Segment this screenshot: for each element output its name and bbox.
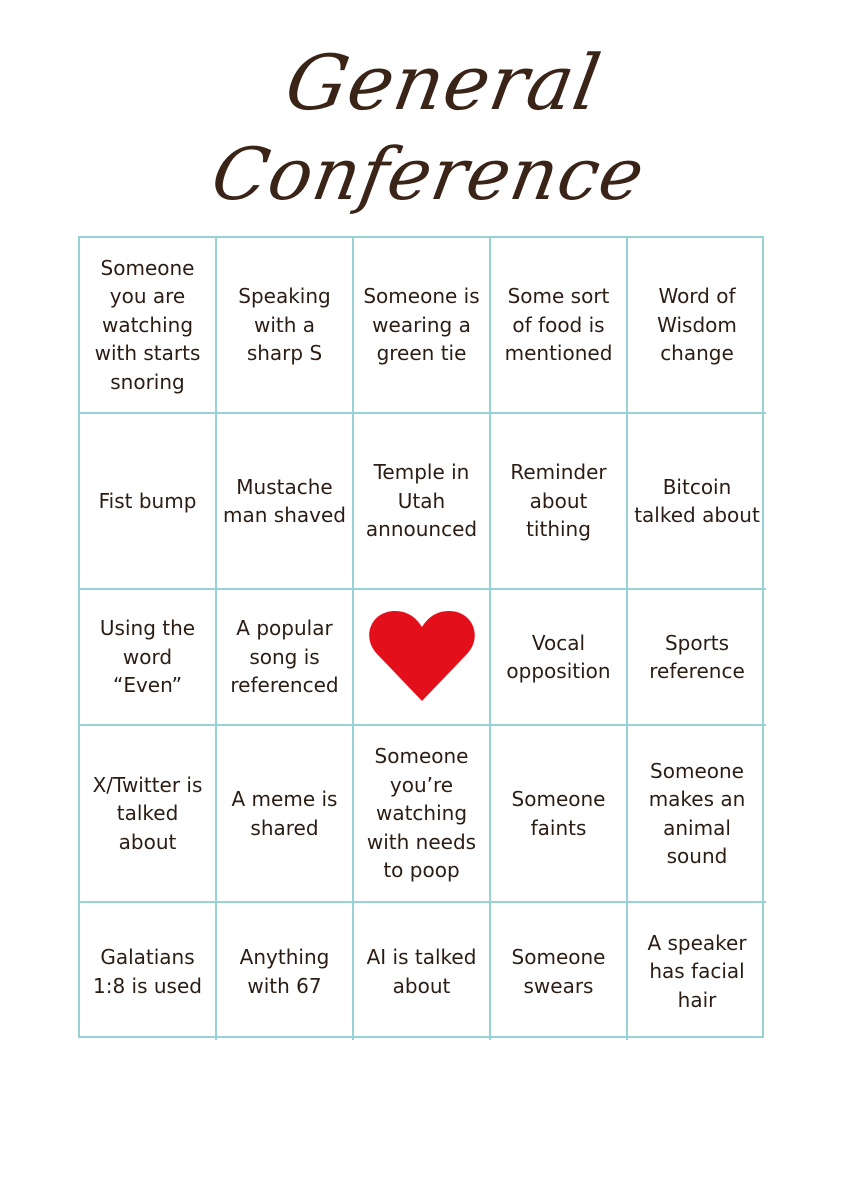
bingo-cell[interactable] <box>491 726 628 903</box>
cell-text: Using the word “Even” <box>99 616 196 698</box>
bingo-cell[interactable] <box>217 590 354 726</box>
page-title <box>0 30 857 230</box>
heart-icon <box>367 609 477 705</box>
title-line-1: General <box>279 38 608 127</box>
cell-text: Anything with 67 <box>239 945 330 998</box>
bingo-cell[interactable] <box>354 726 491 903</box>
bingo-card <box>78 236 764 1038</box>
cell-text: AI is talked about <box>366 945 477 998</box>
heart-shape <box>369 611 475 701</box>
cell-text: Some sort of food is mentioned <box>504 284 613 366</box>
cell-text: A speaker has facial hair <box>647 930 747 1012</box>
cell-text: Someone faints <box>511 787 606 840</box>
bingo-cell[interactable] <box>80 590 217 726</box>
cell-text: Word of Wisdom change <box>657 284 737 366</box>
bingo-cell[interactable] <box>217 414 354 590</box>
bingo-cell[interactable] <box>217 903 354 1040</box>
title-line-2: Conference <box>205 132 652 216</box>
cell-text: Someone you’re watching with needs to poop <box>366 744 477 883</box>
bingo-cell[interactable] <box>491 414 628 590</box>
bingo-cell[interactable] <box>628 238 766 414</box>
bingo-cell[interactable] <box>217 238 354 414</box>
cell-text: Galatians 1:8 is used <box>93 945 202 998</box>
bingo-cell[interactable] <box>628 414 766 590</box>
cell-text: Someone makes an animal sound <box>648 758 746 868</box>
cell-text: Sports reference <box>649 630 745 683</box>
bingo-cell[interactable] <box>354 414 491 590</box>
bingo-cell[interactable] <box>354 903 491 1040</box>
bingo-cell[interactable] <box>217 726 354 903</box>
bingo-cell[interactable] <box>491 590 628 726</box>
cell-text: Temple in Utah announced <box>365 460 478 542</box>
cell-text: Reminder about tithing <box>510 460 607 542</box>
cell-text: Bitcoin talked about <box>634 474 760 527</box>
cell-text: A popular song is referenced <box>230 616 339 698</box>
cell-text: Speaking with a sharp S <box>238 284 331 366</box>
cell-text: A meme is shared <box>231 787 338 840</box>
bingo-cell[interactable] <box>80 726 217 903</box>
bingo-cell[interactable] <box>491 238 628 414</box>
bingo-cell[interactable] <box>628 726 766 903</box>
bingo-cell[interactable] <box>491 903 628 1040</box>
bingo-cell[interactable] <box>80 238 217 414</box>
bingo-cell[interactable] <box>628 590 766 726</box>
bingo-cell[interactable] <box>80 414 217 590</box>
cell-text: Someone swears <box>511 945 606 998</box>
cell-text: Someone you are watching with starts snoring <box>94 255 201 394</box>
free-space-cell[interactable] <box>354 590 491 726</box>
cell-text: Fist bump <box>98 488 197 513</box>
bingo-cell[interactable] <box>628 903 766 1040</box>
cell-text: X/Twitter is talked about <box>92 772 203 854</box>
bingo-cell[interactable] <box>80 903 217 1040</box>
cell-text: Mustache man shaved <box>223 474 346 527</box>
bingo-cell[interactable] <box>354 238 491 414</box>
cell-text: Vocal opposition <box>506 630 611 683</box>
cell-text: Someone is wearing a green tie <box>363 284 480 366</box>
